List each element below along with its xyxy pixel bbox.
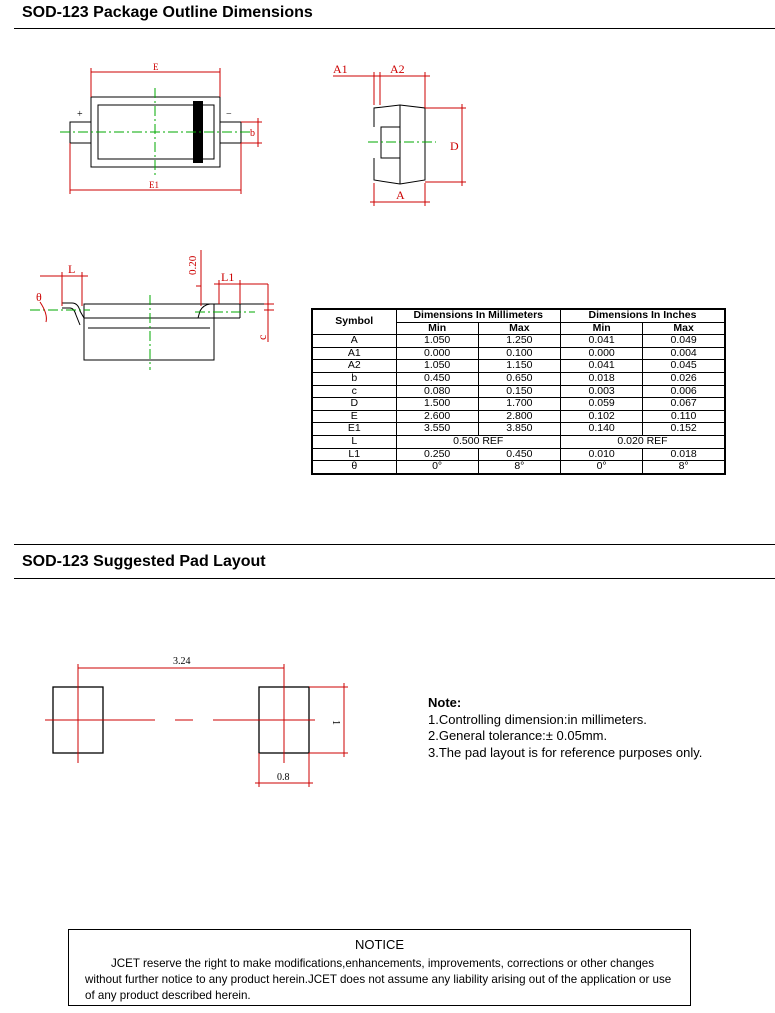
- pad-width-label: 0.8: [277, 772, 290, 783]
- in-min-header: Min: [561, 322, 643, 335]
- row-in-max: 0.110: [643, 410, 725, 423]
- dim-c-label: c: [255, 334, 269, 340]
- pad-title-bottom-rule: [14, 578, 775, 579]
- table-row: [312, 410, 725, 423]
- table-row: [312, 335, 725, 348]
- symbol-header: Symbol: [312, 309, 396, 335]
- row-in-max: 0.152: [643, 423, 725, 436]
- table-row: [312, 360, 725, 373]
- row-symbol: A: [312, 335, 396, 348]
- notice-body: JCET reserve the right to make modifications,enhancements, improvements, corrections or other changes without further notice to any product herein.JCET does not assume any liability arising out of the application or use of any product described herein.: [85, 957, 672, 1002]
- row-in-max: 0.004: [643, 347, 725, 360]
- row-mm-min: 2.600: [396, 410, 478, 423]
- inch-header: Dimensions In Inches: [561, 309, 726, 322]
- row-in-min: 0.003: [561, 385, 643, 398]
- row-mm-max: 1.250: [478, 335, 560, 348]
- dim-D-label: D: [450, 139, 459, 153]
- row-mm-max: 2.800: [478, 410, 560, 423]
- row-mm-max: 0.450: [478, 448, 560, 461]
- mm-header: Dimensions In Millimeters: [396, 309, 561, 322]
- row-mm-min: 0°: [396, 461, 478, 474]
- mm-max-header: Max: [478, 322, 560, 335]
- dim-A-label: A: [396, 188, 405, 202]
- dim-L-label: L: [68, 262, 76, 276]
- row-mm-ref: 0.500 REF: [396, 435, 561, 448]
- row-mm-max: 0.100: [478, 347, 560, 360]
- pad-title-top-rule: [14, 544, 775, 545]
- row-in-max: 0.049: [643, 335, 725, 348]
- table-row: [312, 423, 725, 436]
- table-row: [312, 347, 725, 360]
- row-mm-max: 0.150: [478, 385, 560, 398]
- row-in-min: 0.010: [561, 448, 643, 461]
- row-mm-max: 8°: [478, 461, 560, 474]
- row-symbol: A1: [312, 347, 396, 360]
- table-row: [312, 435, 725, 448]
- row-in-max: 0.018: [643, 448, 725, 461]
- note-item: 3.The pad layout is for reference purposes only.: [428, 744, 703, 760]
- row-symbol: c: [312, 385, 396, 398]
- top-view-drawing: [60, 62, 262, 194]
- dim-gauge-label: 0.20: [187, 255, 199, 275]
- row-in-max: 0.067: [643, 398, 725, 411]
- dim-A1-label: A1: [333, 62, 348, 76]
- row-mm-max: 1.700: [478, 398, 560, 411]
- dim-theta-label: θ: [36, 290, 42, 304]
- row-in-min: 0.000: [561, 347, 643, 360]
- in-max-header: Max: [643, 322, 725, 335]
- row-mm-min: 0.250: [396, 448, 478, 461]
- row-in-min: 0°: [561, 461, 643, 474]
- table-row: [312, 398, 725, 411]
- mm-min-header: Min: [396, 322, 478, 335]
- dim-E1-label: E1: [149, 180, 159, 190]
- row-symbol: A2: [312, 360, 396, 373]
- table-row: [312, 448, 725, 461]
- row-in-max: 0.006: [643, 385, 725, 398]
- note-heading: Note:: [428, 695, 462, 710]
- table-row: [312, 372, 725, 385]
- row-mm-min: 0.450: [396, 372, 478, 385]
- row-mm-max: 1.150: [478, 360, 560, 373]
- lead-view-drawing: [30, 250, 274, 370]
- cathode-minus-label: −: [226, 109, 232, 120]
- row-in-min: 0.102: [561, 410, 643, 423]
- row-mm-max: 3.850: [478, 423, 560, 436]
- pad-section-title: SOD-123 Suggested Pad Layout: [22, 553, 266, 570]
- anode-plus-label: +: [77, 109, 83, 120]
- table-row: [312, 461, 725, 474]
- row-mm-min: 1.050: [396, 360, 478, 373]
- row-symbol: b: [312, 372, 396, 385]
- note-block: [428, 695, 702, 761]
- row-mm-min: 1.050: [396, 335, 478, 348]
- row-symbol: E: [312, 410, 396, 423]
- row-mm-min: 0.080: [396, 385, 478, 398]
- row-mm-min: 0.000: [396, 347, 478, 360]
- row-in-max: 8°: [643, 461, 725, 474]
- row-in-min: 0.041: [561, 335, 643, 348]
- pad-span-label: 3.24: [173, 656, 191, 667]
- row-symbol: L1: [312, 448, 396, 461]
- dimensions-table: [311, 308, 726, 475]
- row-in-ref: 0.020 REF: [561, 435, 726, 448]
- row-symbol: L: [312, 435, 396, 448]
- row-mm-min: 1.500: [396, 398, 478, 411]
- notice-title: NOTICE: [354, 937, 405, 952]
- dim-E-label: E: [153, 62, 159, 72]
- row-mm-min: 3.550: [396, 423, 478, 436]
- pad-height-label: 1: [330, 720, 341, 725]
- row-symbol: θ: [312, 461, 396, 474]
- side-view-drawing: [333, 62, 466, 206]
- table-row: [312, 385, 725, 398]
- pad-layout-drawing: [45, 656, 348, 787]
- row-in-min: 0.140: [561, 423, 643, 436]
- row-in-min: 0.041: [561, 360, 643, 373]
- note-item: 1.Controlling dimension:in millimeters.: [428, 711, 647, 727]
- row-in-max: 0.045: [643, 360, 725, 373]
- row-in-min: 0.018: [561, 372, 643, 385]
- row-in-max: 0.026: [643, 372, 725, 385]
- row-symbol: D: [312, 398, 396, 411]
- dim-A2-label: A2: [390, 62, 405, 76]
- row-symbol: E1: [312, 423, 396, 436]
- note-item: 2.General tolerance:± 0.05mm.: [428, 728, 608, 743]
- notice-box: [68, 929, 691, 1006]
- dim-L1-label: L1: [221, 270, 235, 284]
- row-mm-max: 0.650: [478, 372, 560, 385]
- outline-section-title: SOD-123 Package Outline Dimensions: [22, 4, 313, 21]
- dim-b-label: b: [250, 128, 255, 139]
- row-in-min: 0.059: [561, 398, 643, 411]
